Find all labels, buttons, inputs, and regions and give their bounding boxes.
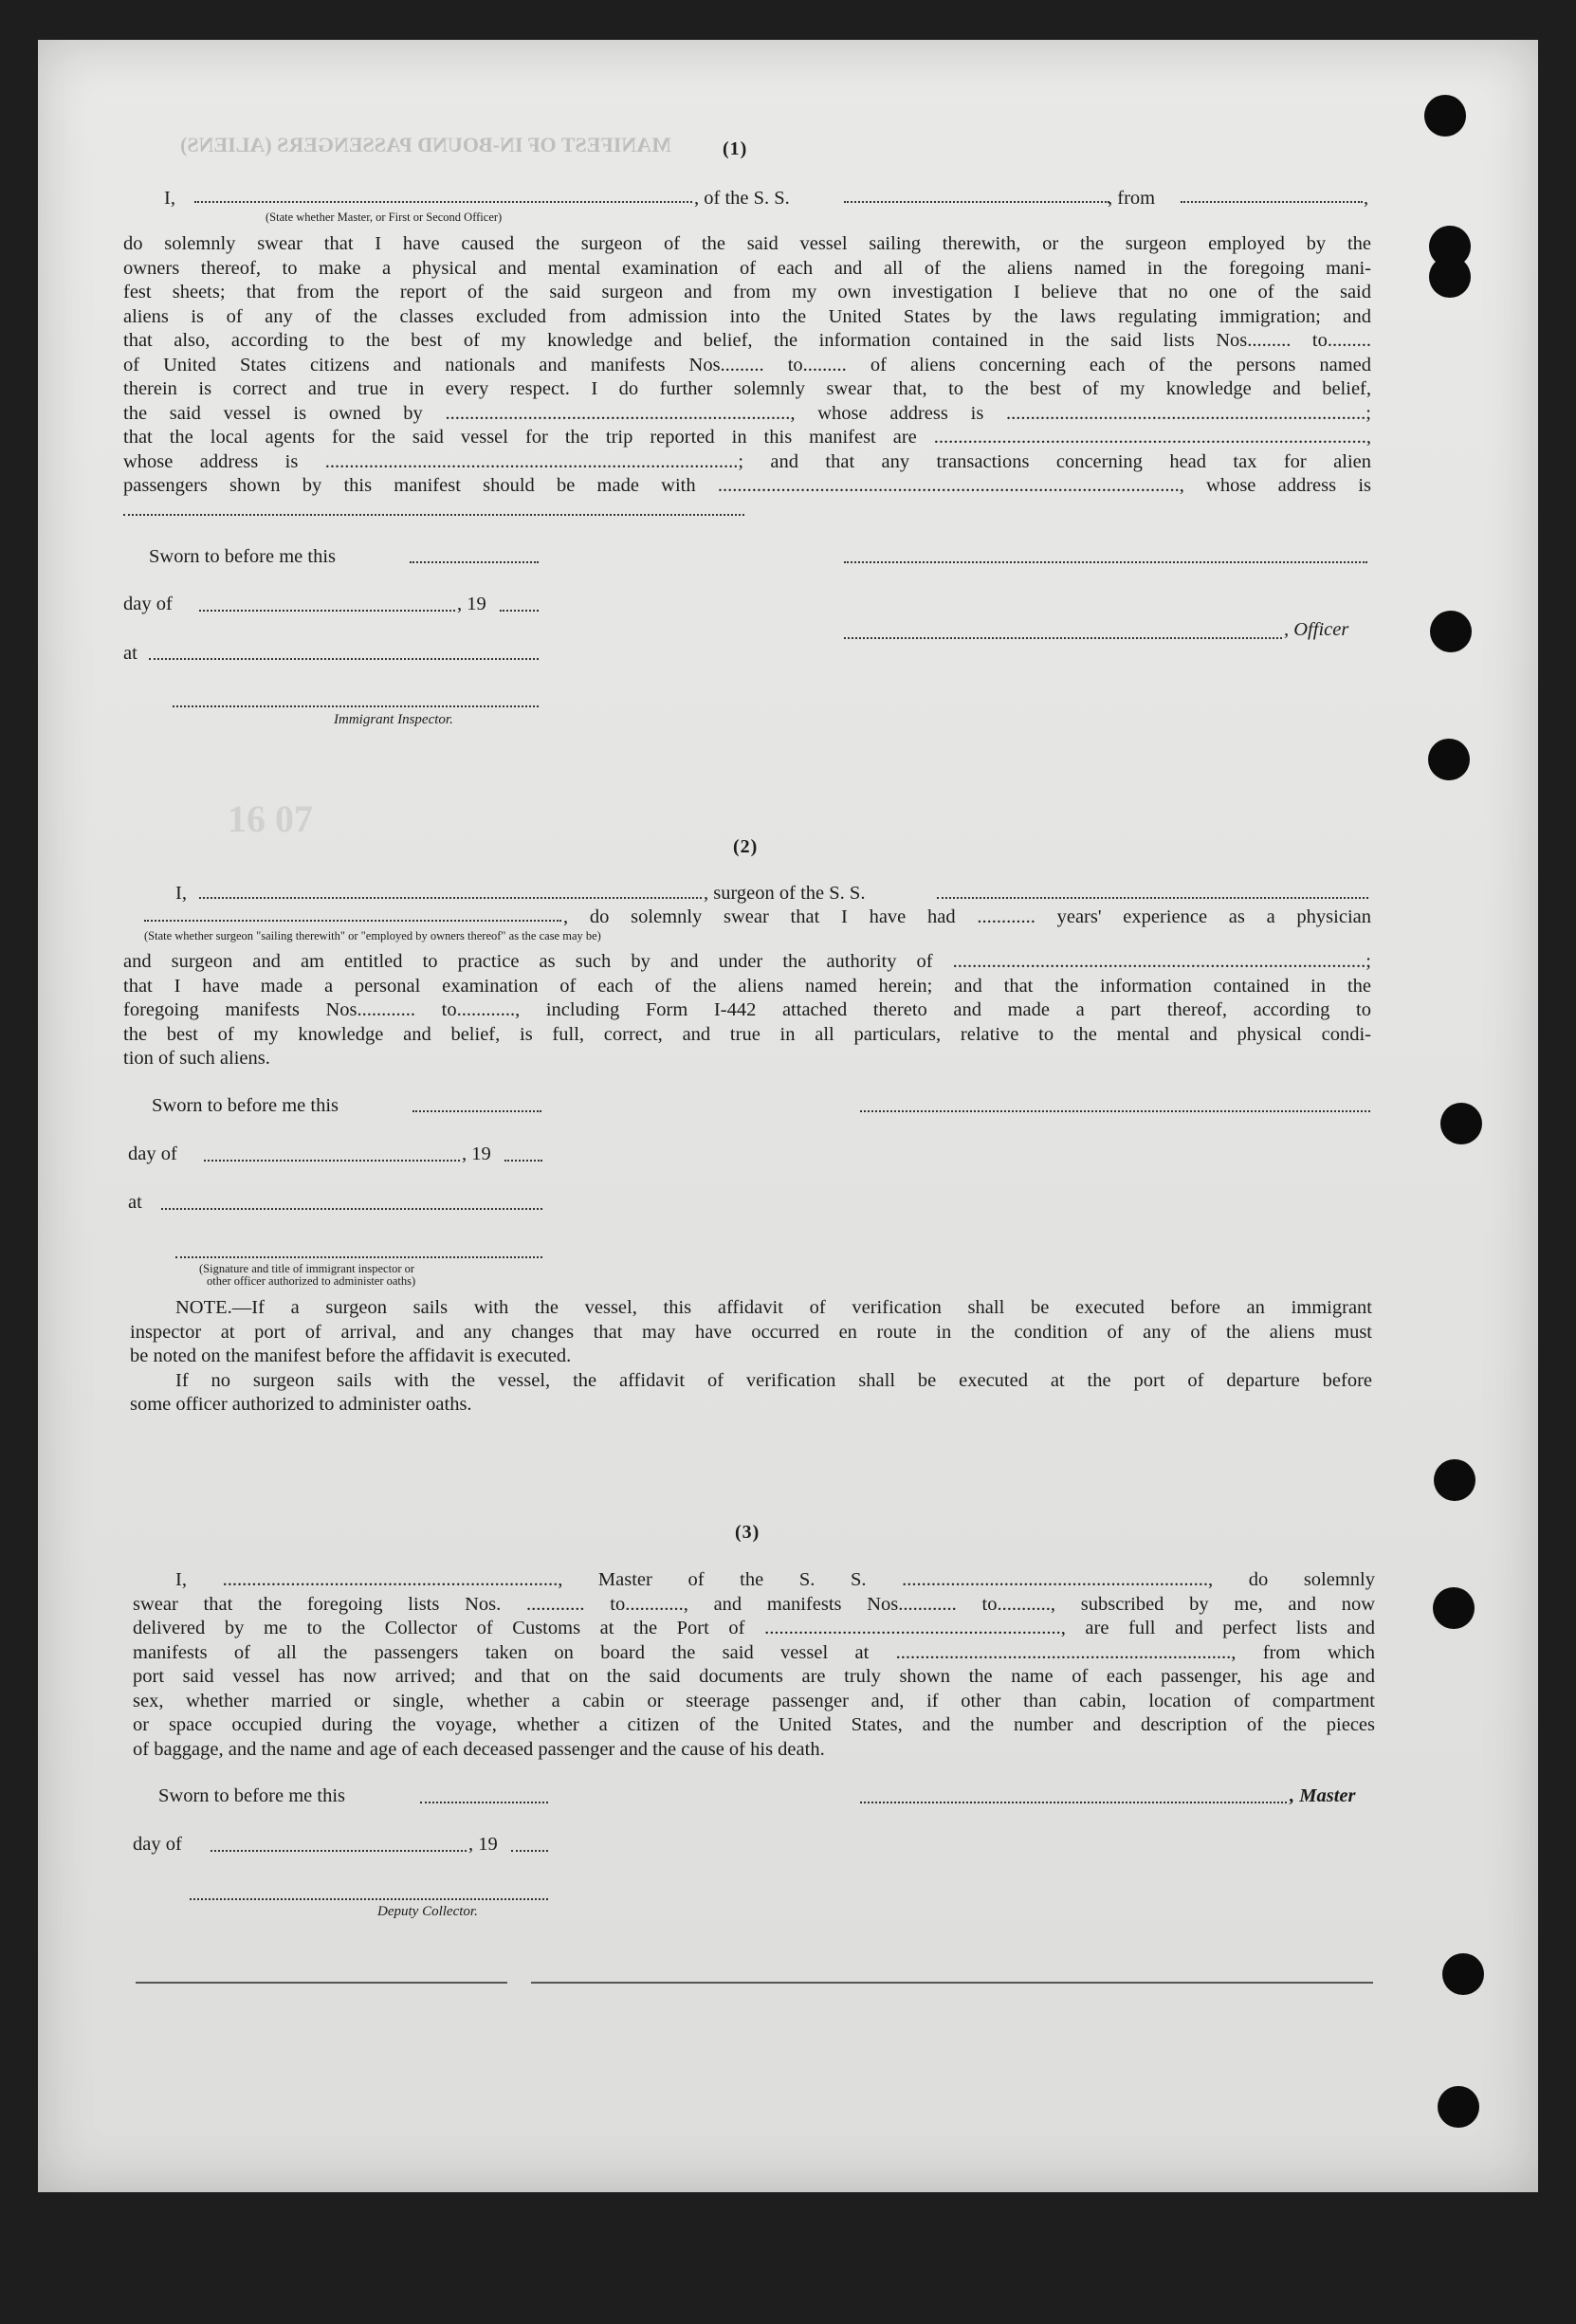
oath-2-body <box>123 950 1371 1071</box>
oath-2-surgeon: , surgeon of the S. S. <box>704 883 866 904</box>
punch-hole <box>1428 739 1470 780</box>
surgeon-status-line <box>144 920 561 922</box>
oath-3-line: of baggage, and the name and age of each deceased passenger and the cause of his death. <box>133 1738 825 1760</box>
oath-2-line: foregoing manifests Nos............ to............, including Form I-442 attached thereto and made a part thereof, according to <box>123 999 1371 1020</box>
sworn-date-line-1 <box>410 561 539 563</box>
oath-2-comma: , <box>0 1 6 22</box>
vessel-name-line <box>844 201 1109 203</box>
oath-3-line: manifests of all the passengers taken on board the said vessel at ....................................................................., from which <box>133 1641 1375 1663</box>
oath-1-line: the said vessel is owned by ......................................................................., whose address is ..........................................................................; <box>123 402 1371 424</box>
oath-1-line: do solemnly swear that I have caused the surgeon of the said vessel sailing therewith, or the surgeon employed by the <box>123 233 1371 254</box>
officer-rank-note: (State whether Master, or First or Second Officer) <box>266 210 503 224</box>
officer-signature-line <box>844 561 1367 563</box>
oath-3-line: port said vessel has now arrived; and that on the said documents are truly shown the name of each passenger, his age and <box>133 1666 1375 1687</box>
oath-3-line: sex, whether married or single, whether a cabin or steerage passenger and, if other than cabin, location of compartment <box>133 1690 1375 1711</box>
day-line-1 <box>199 610 455 612</box>
oath-1-line: that also, according to the best of my knowledge and belief, the information contained in the said lists Nos......... to......... <box>123 330 1371 351</box>
collector-label: Deputy Collector. <box>377 1904 478 1919</box>
year-line-1 <box>500 610 539 612</box>
oath-1-line: whose address is .....................................................................................; and that any transactions concerning head tax for alien <box>123 450 1371 472</box>
bleed-through-heading: MANIFEST OF IN-BOUND PASSENGERS (ALIENS) <box>180 133 671 156</box>
at-place-line-2 <box>161 1208 542 1210</box>
oath-3-line: swear that the foregoing lists Nos. ............ to............, and manifests Nos............ to..........., subscribed by me, and now <box>133 1593 1375 1615</box>
oath-2-line: and surgeon and am entitled to practice as such by and under the authority of .....................................................................................; <box>123 951 1371 972</box>
oath-1-line: of United States citizens and nationals and manifests Nos......... to......... of aliens concerning each of the persons named <box>123 354 1371 375</box>
punch-hole <box>1440 1103 1482 1144</box>
witness-signature-line <box>175 1256 542 1258</box>
year-label-2: , 19 <box>462 1144 491 1164</box>
punch-hole <box>1442 1953 1484 1995</box>
sworn-label-2: Sworn to before me this <box>152 1095 339 1116</box>
inspector-label: Immigrant Inspector. <box>334 712 453 727</box>
surgeon-signature-line <box>860 1110 1370 1112</box>
sworn-label-1: Sworn to before me this <box>149 546 336 567</box>
punch-hole <box>1433 1587 1475 1629</box>
note-line: some officer authorized to administer oaths. <box>130 1394 472 1415</box>
bottom-rule-left <box>136 1982 507 1984</box>
day-of-label-2: day of <box>128 1144 177 1164</box>
day-of-label-3: day of <box>133 1834 182 1855</box>
collector-signature-line <box>190 1898 548 1900</box>
oath-1-line: that the local agents for the said vessel for the trip reported in this manifest are ........................................................................................., <box>123 427 1371 448</box>
oath-1-line: passengers shown by this manifest should be made with ..............................................................................................., whose address is <box>123 475 1371 496</box>
note-paragraph <box>130 1296 1372 1418</box>
oath-2-line: the best of my knowledge and belief, is full, correct, and true in all particulars, relative to the mental and physical condi- <box>123 1023 1371 1045</box>
punch-hole <box>1429 256 1471 298</box>
master-signature-line <box>860 1802 1287 1803</box>
oath-1-body <box>123 232 1371 499</box>
oath-1-of-ss: , of the S. S. <box>694 188 790 209</box>
oath-2-line: that I have made a personal examination of each of the aliens named herein; and that the information contained in the <box>123 975 1371 997</box>
day-line-3 <box>211 1850 467 1852</box>
day-line-2 <box>204 1160 460 1162</box>
inspector-signature-line <box>173 705 539 707</box>
oath-2-line: tion of such aliens. <box>123 1048 270 1069</box>
section-1-number: (1) <box>723 138 748 159</box>
punch-hole <box>1434 1459 1475 1501</box>
oath-3-line: I, ....................................................................., Master of the S. S. ..............................................................., do solemnly <box>175 1569 1375 1590</box>
surgeon-status-note: (State whether surgeon "sailing therewith" or "employed by owners thereof" as the case may be) <box>144 929 601 942</box>
agent-address-line <box>123 514 744 516</box>
sworn-label-3: Sworn to before me this <box>158 1785 345 1806</box>
witness-note-line-2: other officer authorized to administer oaths) <box>207 1274 416 1288</box>
punch-hole <box>1424 95 1466 137</box>
year-line-2 <box>504 1160 542 1162</box>
bleed-through-stamp: 16 07 <box>228 797 313 840</box>
surgeon-vessel-line <box>937 897 1368 899</box>
witness-note-line-1: (Signature and title of immigrant inspector or <box>199 1262 415 1275</box>
officer-label: , Officer <box>1284 619 1349 640</box>
oath-1-from: , from <box>1108 188 1156 209</box>
note-line: be noted on the manifest before the affidavit is executed. <box>130 1345 572 1366</box>
at-label-2: at <box>128 1192 142 1213</box>
year-line-3 <box>511 1850 548 1852</box>
note-line: If no surgeon sails with the vessel, the affidavit of verification shall be executed at the port of departure before <box>175 1369 1372 1391</box>
at-place-line-1 <box>149 658 539 660</box>
year-label-1: , 19 <box>457 594 486 614</box>
oath-1-line: aliens is of any of the classes excluded from admission into the United States by the laws regulating immigration; and <box>123 305 1371 327</box>
sworn-date-line-2 <box>412 1110 541 1112</box>
oath-1-line: fest sheets; that from the report of the said surgeon and from my own investigation I believe that no one of the said <box>123 282 1371 302</box>
section-2-number: (2) <box>733 836 759 857</box>
oath-1-i: I, <box>164 188 175 209</box>
note-line: inspector at port of arrival, and any changes that may have occurred en route in the condition of any of the aliens must <box>130 1321 1372 1343</box>
sworn-date-line-3 <box>420 1802 548 1803</box>
year-label-3: , 19 <box>468 1834 498 1855</box>
officer-title-line <box>844 637 1282 639</box>
at-label-1: at <box>123 643 137 664</box>
bottom-rule-right <box>531 1982 1373 1984</box>
punch-hole <box>1430 611 1472 652</box>
oath-3-line: delivered by me to the Collector of Customs at the Port of ............................................................., are full and perfect lists and <box>133 1618 1375 1638</box>
punch-hole <box>1438 2086 1479 2128</box>
oath-1-comma: , <box>1364 188 1369 209</box>
officer-name-line <box>194 201 692 203</box>
oath-3-body <box>133 1568 1375 1762</box>
oath-3-line: or space occupied during the voyage, whether a citizen of the United States, and the number and description of the pieces <box>133 1714 1375 1735</box>
surgeon-name-line <box>199 897 702 899</box>
day-of-label-1: day of <box>123 594 173 614</box>
oath-2-i: I, <box>175 883 187 904</box>
oath-1-line: owners thereof, to make a physical and mental examination of each and all of the aliens named in the foregoing mani- <box>123 257 1371 279</box>
note-line: NOTE.—If a surgeon sails with the vessel, this affidavit of verification shall be executed before an immigrant <box>175 1297 1372 1318</box>
from-port-line <box>1181 201 1363 203</box>
oath-2-line-2: , do solemnly swear that I have had ............ years' experience as a physician <box>563 906 1371 927</box>
oath-1-line: therein is correct and true in every respect. I do further solemnly swear that, to the best of my knowledge and belief, <box>123 378 1371 399</box>
master-label: , Master <box>1290 1785 1356 1806</box>
section-3-number: (3) <box>735 1522 761 1543</box>
